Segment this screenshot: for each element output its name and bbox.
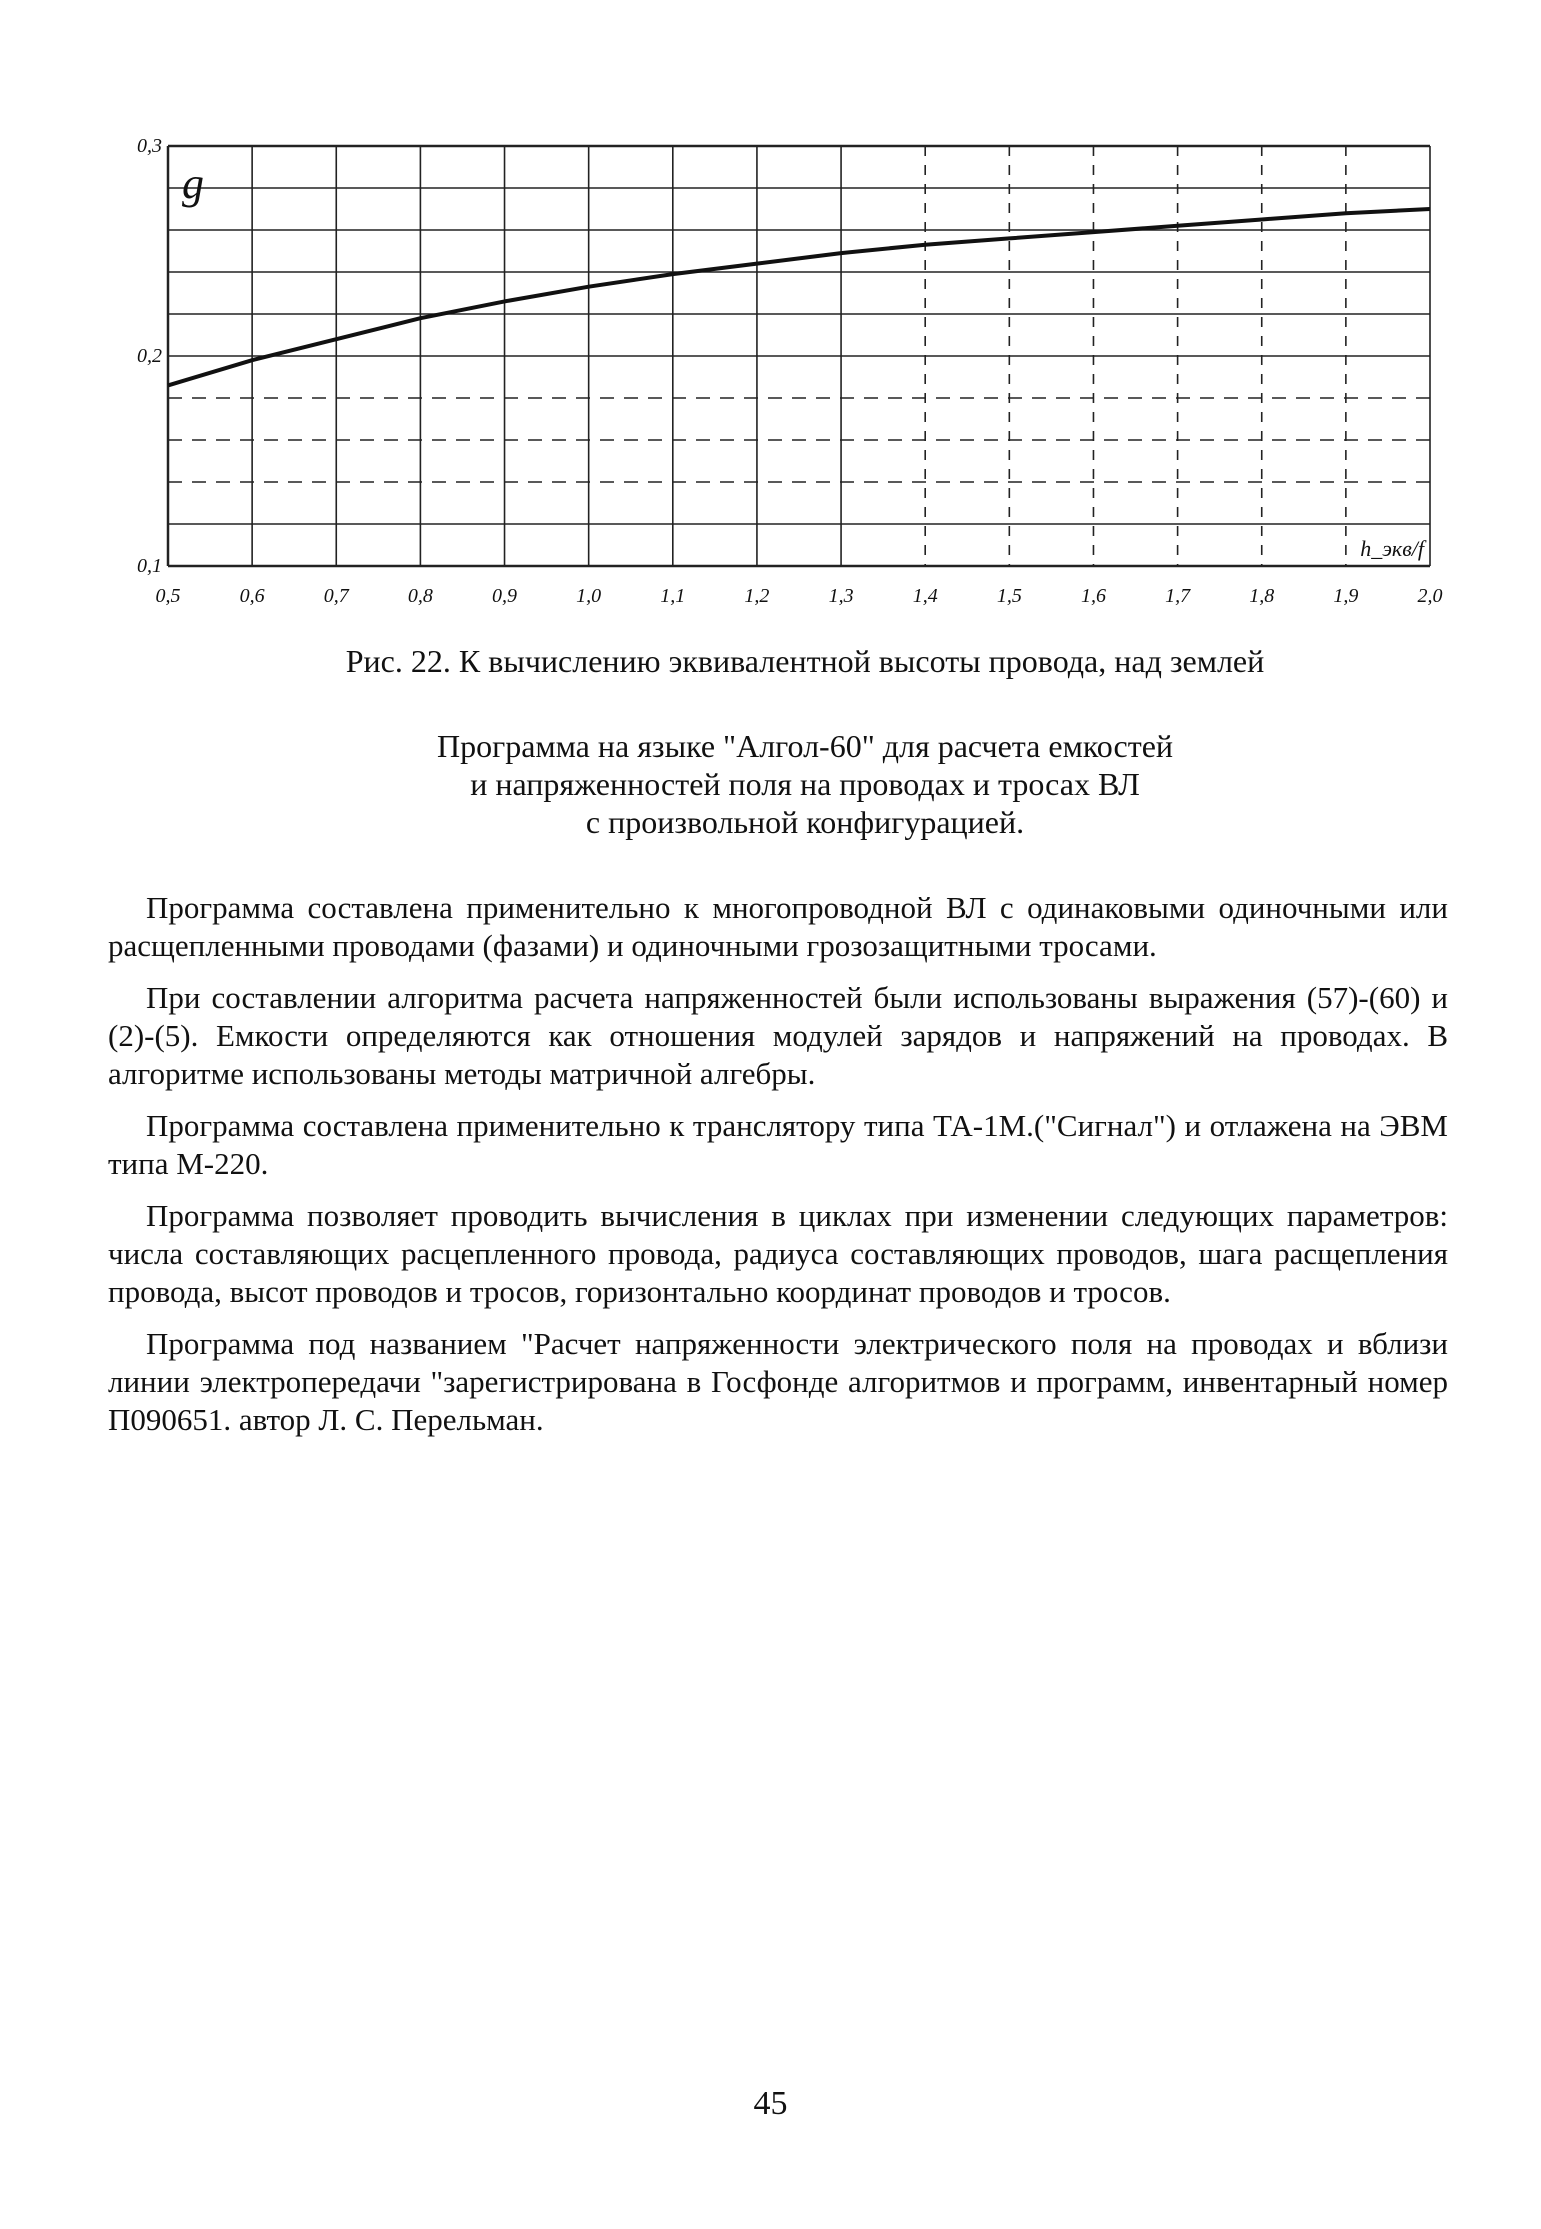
y-tick-label: 0,2 xyxy=(137,345,162,367)
body-text xyxy=(108,889,1448,1453)
x-axis-label: h_экв/f xyxy=(1360,536,1424,561)
figure-caption: Рис. 22. К вычислению эквивалентной высоты провода, над землей xyxy=(345,643,1265,679)
program-title-line: и напряженностей поля на проводах и тросах ВЛ xyxy=(470,766,1140,802)
x-tick-label: 1,8 xyxy=(1249,585,1275,607)
x-tick-label: 1,0 xyxy=(576,585,602,607)
x-tick-label: 0,9 xyxy=(492,585,518,607)
program-title xyxy=(140,727,1470,841)
chart xyxy=(137,130,1470,630)
y-tick-label: 0,3 xyxy=(137,135,162,157)
x-tick-label: 1,1 xyxy=(660,585,686,607)
x-tick-label: 0,7 xyxy=(323,585,349,607)
paragraph: Программа позволяет проводить вычисления в циклах при изменении следующих параметров: числа составляющих расцепленного провода, радиуса составляющих проводов, шага расщепления провода, высот проводов и тросов, горизонтально координат проводов и тросов. xyxy=(108,1198,1448,1309)
x-tick-label: 1,6 xyxy=(1080,585,1106,607)
x-tick-label: 0,6 xyxy=(239,585,265,607)
paragraph: Программа составлена применительно к транслятору типа ТА-1М.("Сигнал") и отлажена на ЭВМ типа М-220. xyxy=(108,1108,1448,1181)
y-tick-label: 0,1 xyxy=(137,555,162,577)
x-tick-label: 0,8 xyxy=(407,585,433,607)
x-tick-label: 1,7 xyxy=(1165,585,1191,607)
paragraph: Программа под названием "Расчет напряженности электрического поля на проводах и вблизи линии электропередачи "зарегистрирована в Госфонде алгоритмов и программ, инвентарный номер П090651. автор Л. С. Перельман. xyxy=(108,1326,1448,1437)
x-tick-label: 1,2 xyxy=(744,585,770,607)
chart-svg xyxy=(137,130,1470,630)
program-title-line: Программа на языке "Алгол-60" для расчета емкостей xyxy=(436,728,1174,764)
x-tick-label: 1,5 xyxy=(996,585,1022,607)
paragraph: Программа составлена применительно к многопроводной ВЛ с одинаковыми одиночными или расщепленными проводами (фазами) и одиночными грозозащитными тросами. xyxy=(108,890,1448,963)
paragraph: При составлении алгоритма расчета напряженностей были использованы выражения (57)-(60) и (2)-(5). Емкости определяются как отношения модулей зарядов и напряжений на проводах. В алгоритме использованы методы матричной алгебры. xyxy=(108,980,1448,1091)
x-tick-label: 2,0 xyxy=(1417,585,1443,607)
x-tick-label: 1,4 xyxy=(912,585,938,607)
program-title-line: с произвольной конфигурацией. xyxy=(585,804,1025,840)
data-curve xyxy=(168,209,1430,385)
x-tick-label: 0,5 xyxy=(155,585,181,607)
x-tick-label: 1,3 xyxy=(828,585,854,607)
page-number: 45 xyxy=(753,2085,788,2122)
x-tick-label: 1,9 xyxy=(1333,585,1359,607)
y-axis-label: g xyxy=(182,158,204,208)
